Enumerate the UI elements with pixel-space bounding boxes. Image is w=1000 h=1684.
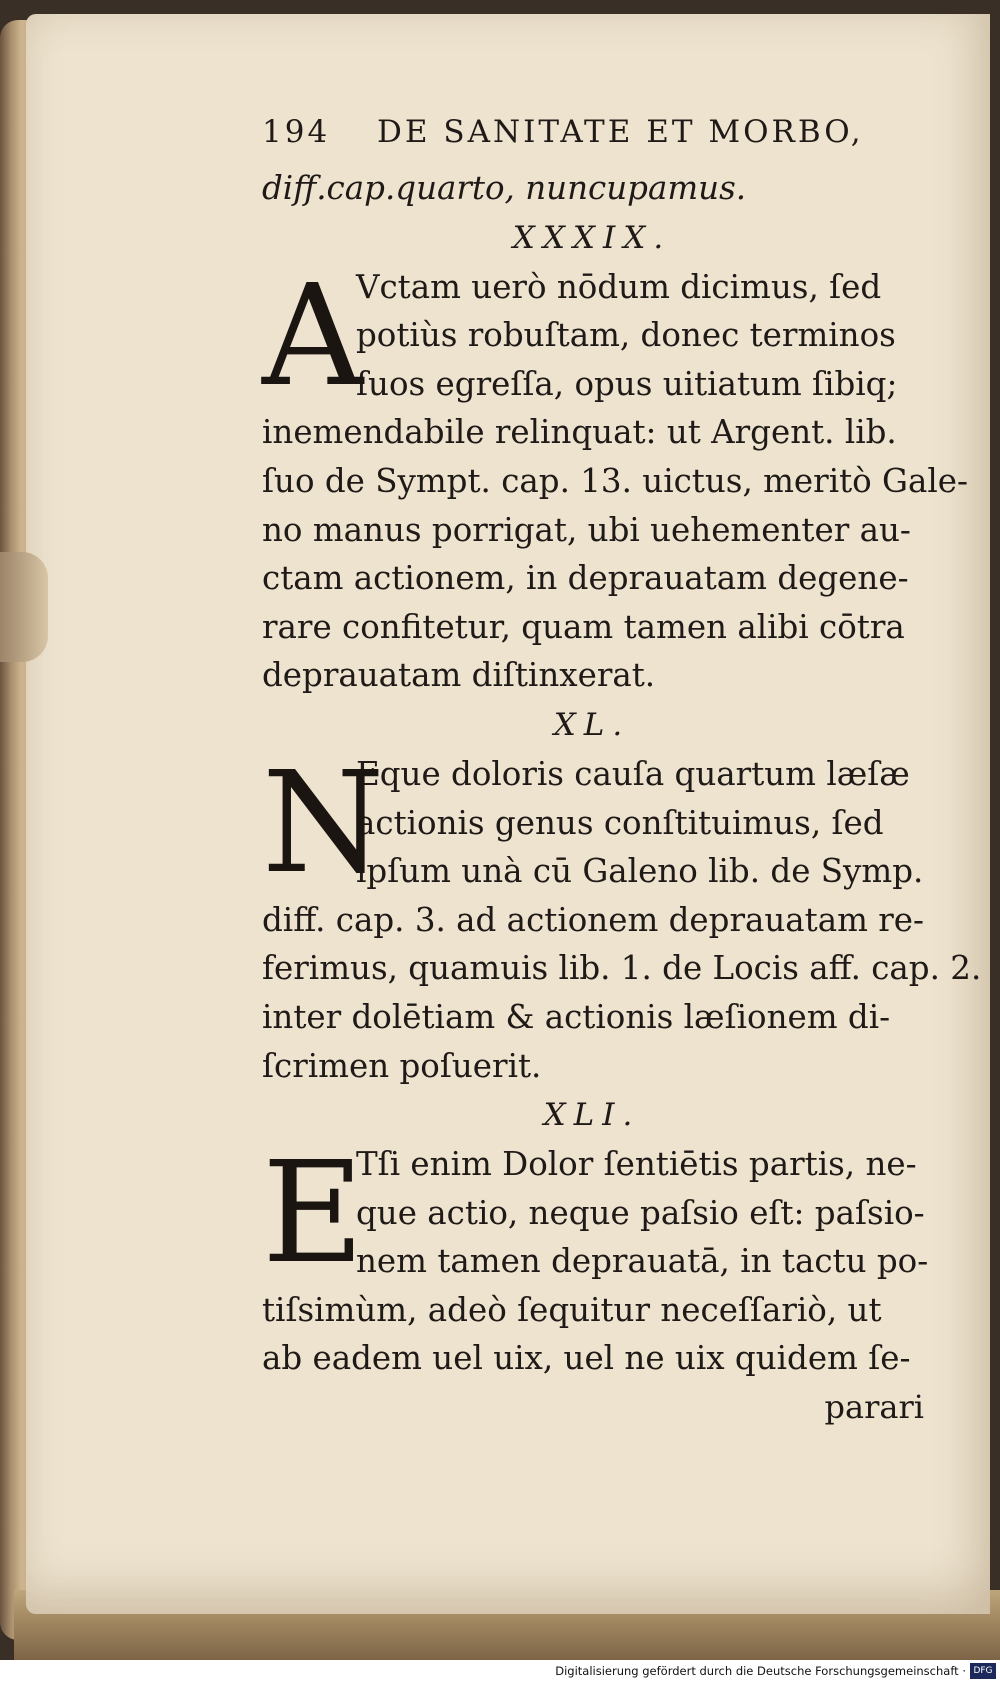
- page-number: 194: [262, 114, 331, 150]
- section-heading-xxxix: XXXIX.: [512, 219, 672, 256]
- dfg-logo-icon: DFG: [970, 1663, 996, 1679]
- section-heading-xl: XL.: [553, 706, 631, 743]
- footer-credit: Digitalisierung gefördert durch die Deutsche Forschungsgemeinschaft ·: [555, 1664, 966, 1678]
- text-line: ctam actionem, in deprauatam degene-: [262, 559, 909, 598]
- dropcap-a: A: [262, 254, 364, 418]
- text-line: Tſi enim Dolor ſentiētis partis, ne-: [356, 1145, 917, 1184]
- text-line: actionis genus conſtituimus, ſed: [356, 803, 884, 842]
- text-block: [262, 110, 982, 1431]
- text-line: tiſsimùm, adeò ſequitur neceſſariò, ut: [262, 1290, 882, 1329]
- text-line: ipſum unà cū Galeno lib. de Symp.: [356, 852, 924, 891]
- text-line: inemendabile relinquat: ut Argent. lib.: [262, 413, 897, 452]
- text-line: Vctam uerò nōdum dicimus, ſed: [356, 267, 882, 306]
- paragraph-xli: [262, 1132, 962, 1383]
- text-line: ſuos egreſſa, opus uitiatum ſibiq;: [356, 364, 898, 403]
- text-line: ſuo de Sympt. cap. 13. uictus, meritò Gale-: [262, 461, 969, 500]
- text-line: ab eadem uel uix, uel ne uix quidem ſe-: [262, 1339, 911, 1378]
- text-line: potiùs robuſtam, donec terminos: [356, 316, 896, 355]
- text-line: no manus porrigat, ubi uehementer au-: [262, 510, 911, 549]
- text-line: rare confitetur, quam tamen alibi cōtra: [262, 607, 905, 646]
- text-line: que actio, neque paſsio eſt: paſsio-: [356, 1193, 925, 1232]
- continuation-line: diff.cap.quarto, nuncupamus.: [262, 169, 747, 207]
- section-heading-xli: XLI.: [543, 1097, 641, 1134]
- catchword: parari: [824, 1388, 924, 1427]
- text-line: nem tamen deprauatā, in tactu po-: [356, 1242, 929, 1281]
- dropcap-n: N: [262, 741, 385, 905]
- text-line: diff. cap. 3. ad actionem deprauatam re-: [262, 900, 924, 939]
- text-line: deprauatam diſtinxerat.: [262, 656, 656, 695]
- text-line: Eque doloris cauſa quartum læſæ: [356, 754, 910, 793]
- paragraph-xxxix: [262, 254, 969, 700]
- text-line: ſcrimen poſuerit.: [262, 1046, 542, 1085]
- text-line: inter dolētiam & actionis læſionem di-: [262, 997, 891, 1036]
- dropcap-e: E: [262, 1132, 365, 1296]
- running-head: [262, 110, 962, 154]
- paragraph-xl: [262, 741, 982, 1090]
- thumb-tab: [0, 552, 48, 662]
- digitization-footer: [0, 1660, 1000, 1684]
- text-line: ferimus, quamuis lib. 1. de Locis aff. cap. 2.: [262, 949, 982, 988]
- running-title: DE SANITATE ET MORBO,: [377, 114, 864, 150]
